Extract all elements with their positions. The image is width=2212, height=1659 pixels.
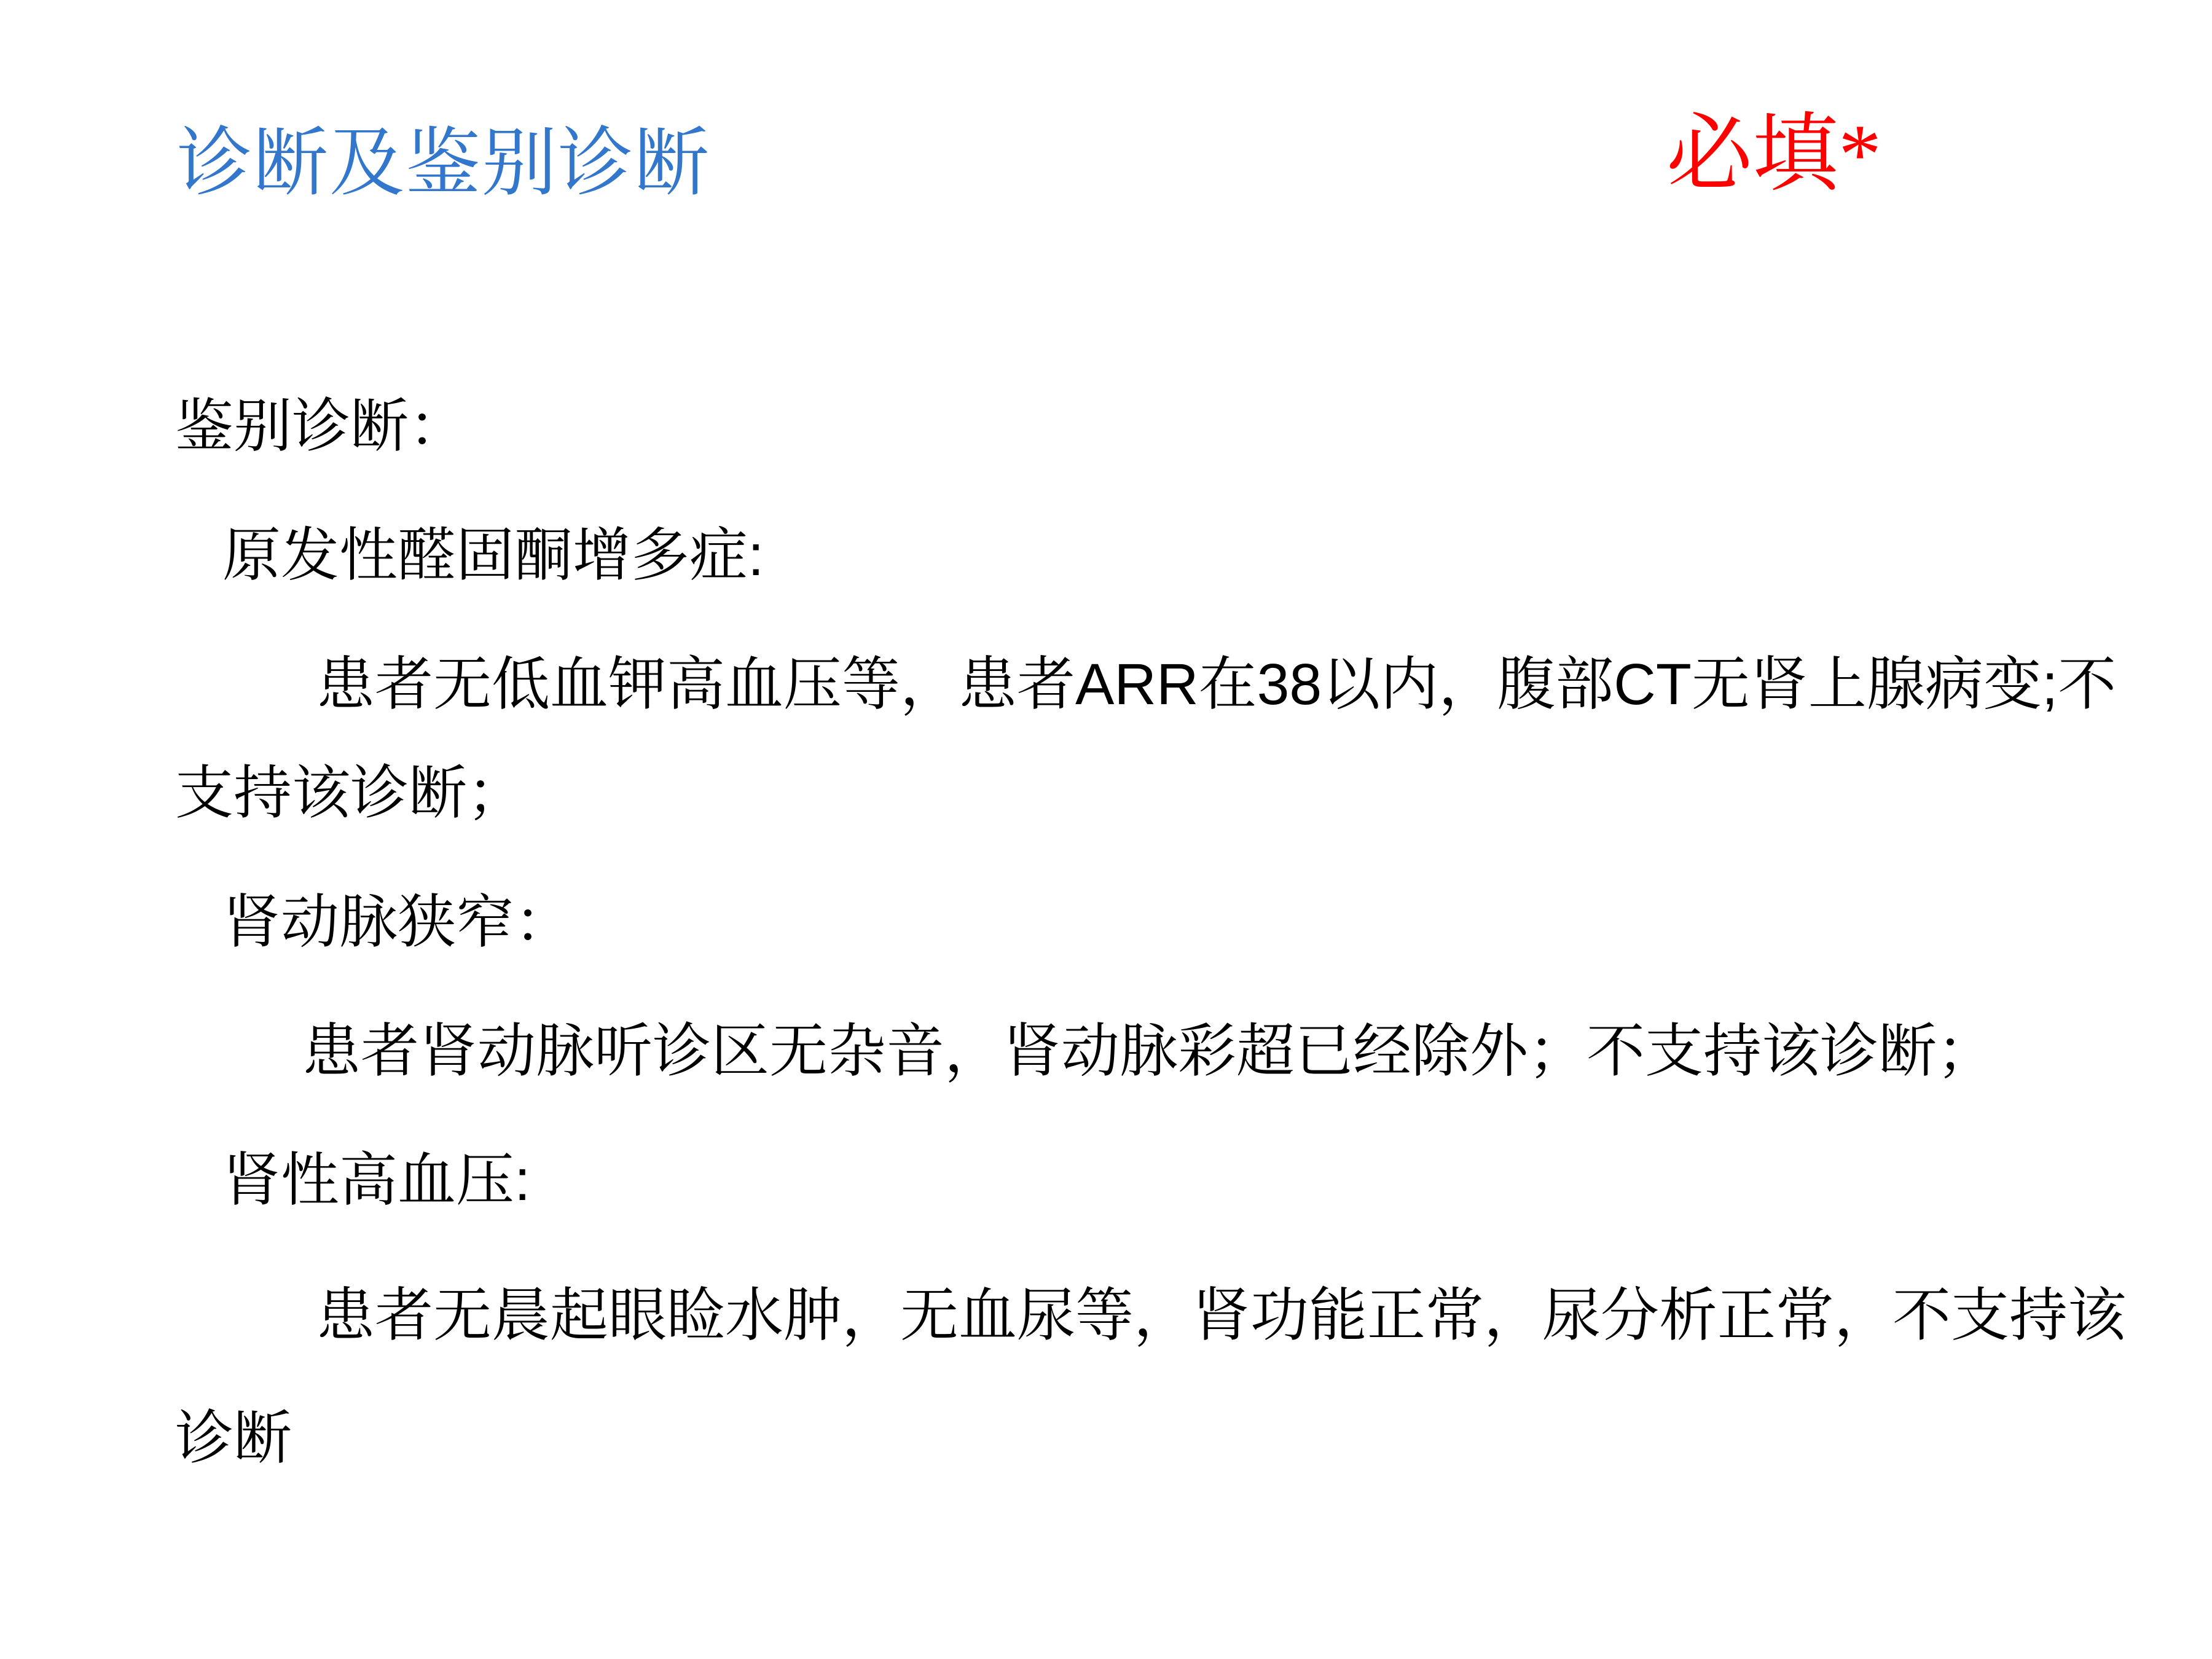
renal-hypertension-analysis-line-1: 患者无晨起眼睑水肿，无血尿等，肾功能正常，尿分析正常，不支持该 xyxy=(316,1283,2127,1348)
required-badge: 必填* xyxy=(1666,107,1882,202)
renal-hypertension-heading: 肾性高血压: xyxy=(222,1148,531,1213)
primary-aldosteronism-analysis-line-2: 支持该诊断； xyxy=(175,761,526,826)
renal-artery-stenosis-analysis: 患者肾动脉听诊区无杂音，肾动脉彩超已经除外；不支持该诊断； xyxy=(302,1019,1996,1084)
primary-aldosteronism-analysis-line-1: 患者无低血钾高血压等，患者ARR在38以内，腹部CT无肾上腺病变;不 xyxy=(316,652,2117,717)
primary-aldosteronism-heading: 原发性醛固酮增多症: xyxy=(222,523,764,588)
differential-diagnosis-heading: 鉴别诊断： xyxy=(175,394,468,459)
renal-artery-stenosis-heading: 肾动脉狭窄： xyxy=(222,890,573,955)
renal-hypertension-analysis-line-2: 诊断 xyxy=(175,1406,292,1471)
page-title: 诊断及鉴别诊断 xyxy=(177,121,710,205)
